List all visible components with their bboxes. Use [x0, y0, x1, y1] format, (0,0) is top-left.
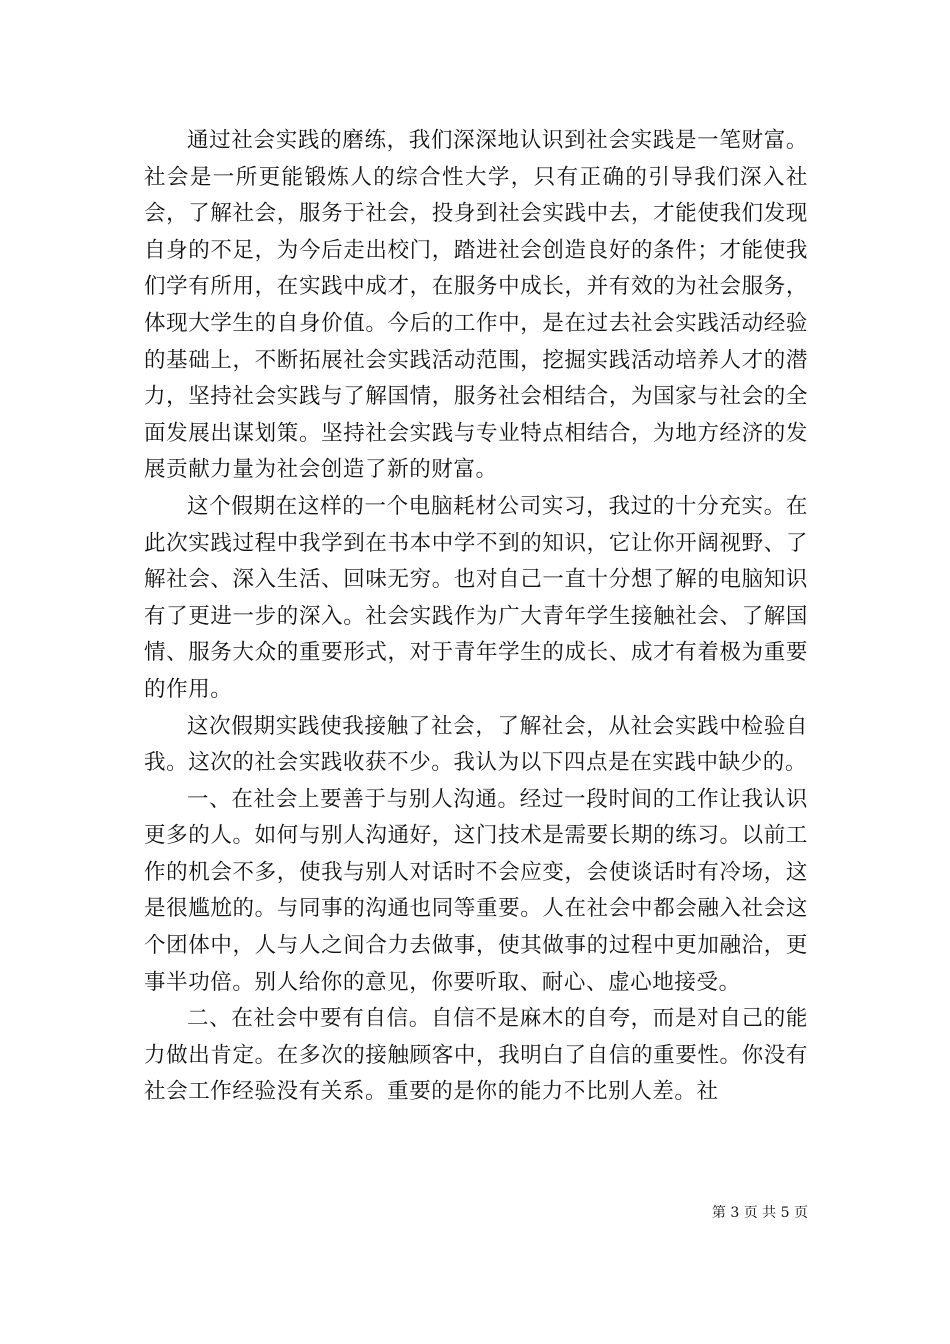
- paragraph-2: 这个假期在这样的一个电脑耗材公司实习，我过的十分充实。在此次实践过程中我学到在书本中学不到的知识，它让你开阔视野、了解社会、深入生活、回味无穷。也对自己一直十分想了解的电脑知识有了更进一步的深入。社会实践作为广大青年学生接触社会、了解国情、服务大众的重要形式，对于青年学生的成长、成才有着极为重要的作用。: [144, 493, 808, 702]
- paragraph-4: 一、在社会上要善于与别人沟通。经过一段时间的工作让我认识更多的人。如何与别人沟通好，这门技术是需要长期的练习。以前工作的机会不多，使我与别人对话时不会应变，会使谈话时有冷场，这是很尴尬的。与同事的沟通也同等重要。人在社会中都会融入社会这个团体中，人与人之间合力去做事，使其做事的过程中更加融洽，更事半功倍。别人给你的意见，你要听取、耐心、虚心地接受。: [144, 786, 808, 995]
- document-body: [144, 123, 808, 1111]
- paragraph-5: 二、在社会中要有自信。自信不是麻木的自夸，而是对自己的能力做出肯定。在多次的接触顾客中，我明白了自信的重要性。你没有社会工作经验没有关系。重要的是你的能力不比别人差。社: [144, 1006, 808, 1105]
- paragraph-3: 这次假期实践使我接触了社会，了解社会，从社会实践中检验自我。这次的社会实践收获不少。我认为以下四点是在实践中缺少的。: [144, 713, 808, 776]
- paragraph-1: 通过社会实践的磨练，我们深深地认识到社会实践是一笔财富。社会是一所更能锻炼人的综合性大学，只有正确的引导我们深入社会，了解社会，服务于社会，投身到社会实践中去，才能使我们发现自身的不足，为今后走出校门，踏进社会创造良好的条件；才能使我们学有所用，在实践中成才，在服务中成长，并有效的为社会服务，体现大学生的自身价值。今后的工作中，是在过去社会实践活动经验的基础上，不断拓展社会实践活动范围，挖掘实践活动培养人才的潜力，坚持社会实践与了解国情，服务社会相结合，为国家与社会的全面发展出谋划策。坚持社会实践与专业特点相结合，为地方经济的发展贡献力量为社会创造了新的财富。: [144, 128, 808, 483]
- page-number-footer: 第 3 页 共 5 页: [711, 1205, 808, 1221]
